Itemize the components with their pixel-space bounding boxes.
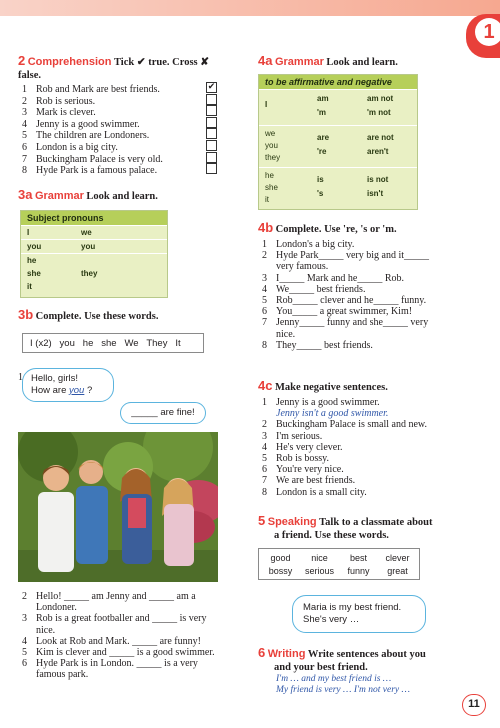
ex6-instruction-2: and your best friend. (274, 662, 368, 673)
ex4b-instruction: Complete. Use 're, 's or 'm. (275, 224, 397, 235)
list-item: 3 Mark is clever. (22, 107, 96, 119)
ex4b-list (262, 239, 442, 351)
checkbox[interactable] (206, 117, 217, 128)
ex4c-number: 4c (258, 378, 273, 393)
list-item: 1 London's a big city. (262, 239, 355, 250)
ex3b-word-box: I (x2) you he she We They It (22, 333, 204, 353)
ex2-list (22, 84, 208, 177)
list-item: 7 Buckingham Palace is very old. (22, 153, 163, 165)
ex6-instruction: Write sentences about you (307, 649, 426, 660)
ex5-word-box: good nice best clever bossy serious funny great (258, 548, 420, 580)
ex3a-heading (18, 188, 228, 203)
unit-tab (466, 14, 500, 58)
ex4b-heading (258, 221, 458, 236)
ex6-example-1: I'm … and my best friend is … (276, 674, 392, 684)
ex6-example-2: My friend is very … I'm not very … (276, 685, 410, 695)
ex5-heading (258, 514, 464, 542)
list-item: 1 Rob and Mark are best friends. (22, 84, 160, 95)
ex4a-label: Grammar (274, 56, 324, 68)
list-item: 1 Jenny is a good swimmer. (262, 397, 380, 408)
list-item: 2 Hello! _____ am Jenny and _____ am a Londoner. (22, 591, 196, 614)
checkbox[interactable] (206, 128, 217, 139)
list-item: 2 Rob is serious. (22, 95, 96, 107)
ex5-number: 5 (258, 513, 266, 528)
checkbox[interactable] (206, 152, 217, 163)
list-item: 4 Jenny is a good swimmer. (22, 118, 140, 130)
ex4a-heading (258, 54, 458, 69)
ex6-examples (276, 674, 410, 696)
speech-bubble-2: _____ are fine! (120, 402, 206, 424)
list-item: 8 London is a small city. (262, 486, 367, 498)
speech-bubble-1: Hello, girls! How are you ? (22, 368, 114, 402)
photo-illustration (18, 432, 218, 582)
list-item: 2 Buckingham Palace is small and new. (262, 419, 427, 431)
list-item: 8 They_____ best friends. (262, 339, 373, 351)
ex5-instruction: Talk to a classmate about (319, 517, 433, 528)
ex3a-number: 3a (18, 187, 33, 202)
ex4c-list (262, 397, 462, 498)
children-photo (18, 432, 218, 582)
speaking-bubble: Maria is my best friend. She's very … (292, 595, 426, 633)
checkbox[interactable]: ✔ (207, 82, 216, 92)
list-item: 5 Kim is clever and _____ is a good swimmer. (22, 647, 215, 659)
ex6-heading (258, 646, 464, 674)
ex3a-instruction: Look and learn. (86, 191, 158, 202)
ex2-instruction: Tick ✔ true. Cross ✘ false. (18, 57, 210, 81)
ex4a-instruction: Look and learn. (326, 57, 398, 68)
checkbox[interactable] (206, 140, 217, 151)
ex4c-heading (258, 379, 458, 394)
ex2-tickboxes (206, 82, 217, 175)
list-item: 6 London is a big city. (22, 141, 118, 153)
list-item: 4 We_____ best friends. (262, 283, 366, 295)
ex5-instruction-2: a friend. Use these words. (274, 530, 389, 541)
checkbox[interactable] (206, 105, 217, 116)
example-answer: you (69, 385, 85, 396)
ex2-label: Comprehension (27, 56, 112, 68)
page-number: 11 (462, 694, 486, 716)
dialogue-list (22, 591, 218, 681)
checkbox[interactable] (206, 94, 217, 105)
ex4b-number: 4b (258, 220, 274, 235)
to-be-table-title: to be affirmative and negative (259, 75, 417, 89)
ex3a-label: Grammar (34, 190, 84, 202)
list-item: 2 Hyde Park_____ very big and it_____ very famous. (262, 250, 430, 273)
ex6-label: Writing (267, 648, 306, 660)
pronouns-table: Subject pronouns I we you you he she they it (20, 210, 168, 298)
ex4c-instruction: Make negative sentences. (274, 382, 388, 393)
list-item: 3 I_____ Mark and he_____ Rob. (262, 272, 405, 284)
example-answer: Jenny isn't a good swimmer. (276, 408, 389, 420)
list-item: 6 You're very nice. (262, 464, 344, 476)
list-item: 3 I'm serious. (262, 430, 323, 442)
list-item: 6 Hyde Park is in London. _____ is a very famous park. (22, 658, 198, 681)
checkbox[interactable] (206, 163, 217, 174)
pronouns-table-title: Subject pronouns (21, 211, 167, 225)
ex4a-number: 4a (258, 53, 273, 68)
list-item: 8 Hyde Park is a famous palace. (22, 165, 158, 177)
ex3b-heading (18, 308, 228, 323)
list-item: 4 He's very clever. (262, 441, 343, 453)
bubble-1-number: 1 (18, 372, 23, 383)
list-item: 4 Look at Rob and Mark. _____ are funny! (22, 635, 201, 647)
list-item: 6 You_____ a great swimmer, Kim! (262, 306, 413, 318)
ex2-number: 2 (18, 53, 26, 68)
list-item: 5 Rob is bossy. (262, 453, 329, 465)
list-item: 7 Jenny_____ funny and she_____ very nice. (262, 317, 429, 340)
ex5-label: Speaking (267, 516, 317, 528)
top-color-band (0, 0, 500, 16)
to-be-table: to be affirmative and negative I am 'm am not 'm not we you they are 're are not aren't he she it is 's is not isn't (258, 74, 418, 210)
ex3b-instruction: Complete. Use these words. (35, 311, 159, 322)
unit-number: 1 (475, 18, 500, 46)
ex2-heading (18, 54, 228, 82)
ex3b-number: 3b (18, 307, 34, 322)
list-item: 5 Rob_____ clever and he_____ funny. (262, 295, 427, 307)
list-item: 7 We are best friends. (262, 475, 356, 487)
ex6-number: 6 (258, 645, 266, 660)
list-item: 5 The children are Londoners. (22, 130, 150, 142)
list-item: 3 Rob is a great footballer and _____ is very nice. (22, 613, 207, 636)
